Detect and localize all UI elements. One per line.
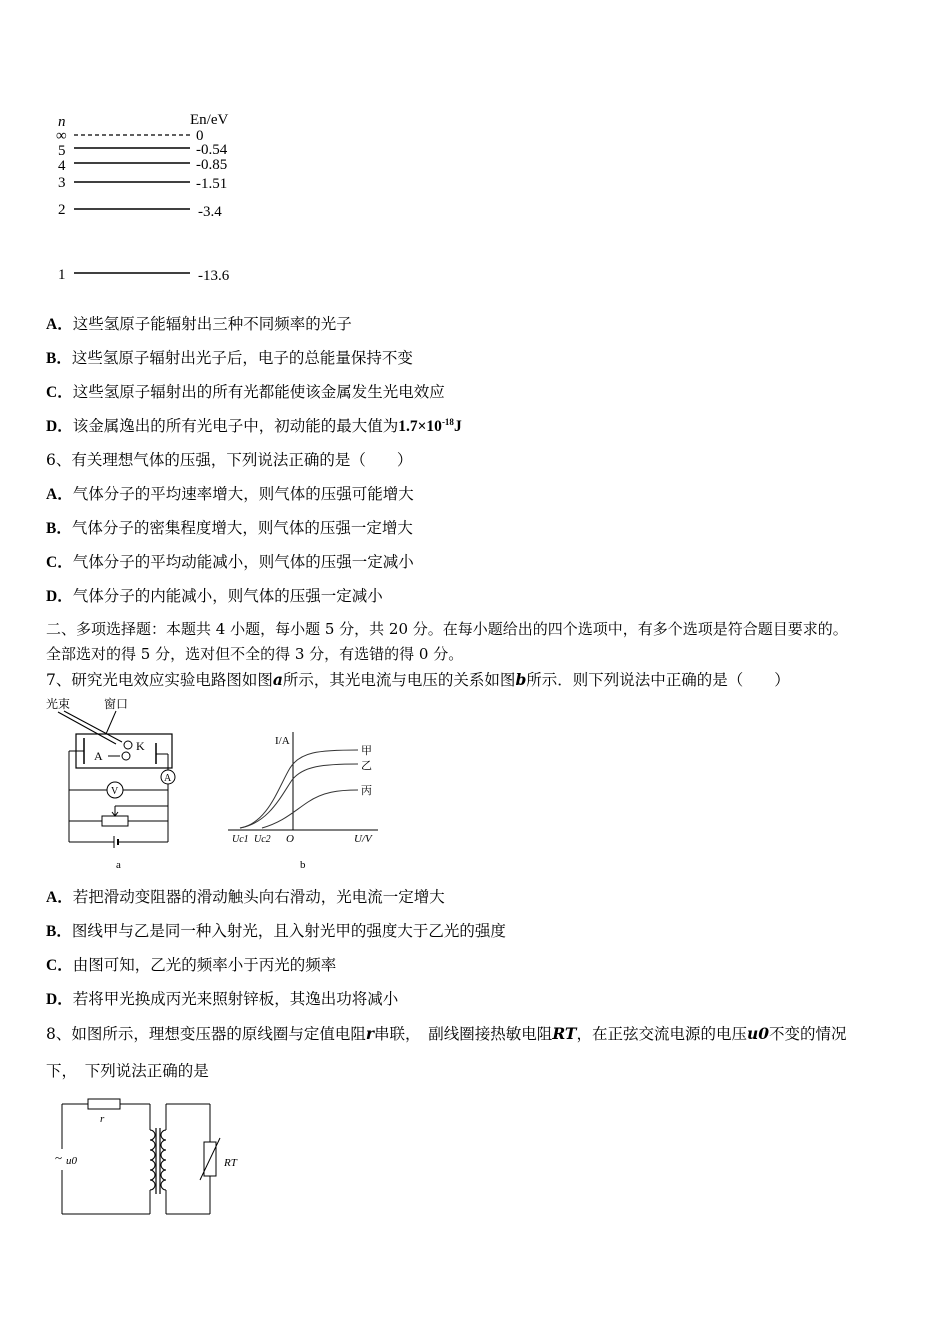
level-n: 5 [58,143,66,159]
option-text: 气体分子的平均动能减小，则气体的压强一定减小 [72,553,414,571]
resistor-r-label: r [100,1113,105,1125]
voltmeter-label: V [111,786,119,797]
stem-text: 7、研究光电效应实验电路图如图 [46,671,273,689]
thermistor-symbol: RT [552,1024,577,1043]
stem-text: 8、如图所示，理想变压器的原线圈与定值电阻 [46,1025,366,1043]
stem-text: 所示．则下列说法中正确的是（ ） [526,671,790,689]
option-text: 气体分子的内能减小，则气体的压强一定减小 [72,587,383,605]
transformer-circuit-figure [52,1094,252,1224]
stem-text: 串联， 副线圈接热敏电阻 [374,1025,553,1043]
resistor-r [88,1099,120,1109]
option-letter: A． [46,316,73,333]
option-text: 由图可知，乙光的频率小于丙光的频率 [72,956,337,974]
level-energy: -0.54 [196,142,228,158]
energy-axis-label: En/eV [190,112,229,128]
option-text: 这些氢原子辐射出光子后，电子的总能量保持不变 [71,349,413,367]
window-label: 窗口 [104,697,129,711]
level-n: 4 [58,158,66,174]
q6-option-c [46,550,414,572]
q6-stem: 6、有关理想气体的压强，下列说法正确的是（ ） [46,451,413,469]
section2-heading-line2: 全部选对的得 5 分，选对但不全的得 3 分，有选错的得 0 分。 [46,645,464,663]
uc1-label: Uc1 [232,834,249,845]
level-energy: -13.6 [198,268,230,284]
curve-bing [262,790,358,828]
photoelectric-circuit-figure [44,694,194,874]
curve-jia [240,750,358,828]
option-letter: A． [46,889,73,906]
level-4 [58,157,227,174]
thermistor-label: RT [224,1157,237,1169]
curve-yi [240,764,358,828]
x-axis-label: U/V [354,833,372,845]
figure-ref-b: b [515,670,527,689]
option-text: 气体分子的平均速率增大，则气体的压强可能增大 [72,485,414,503]
origin-label: O [286,833,294,845]
option-letter: B． [46,350,72,367]
level-energy: 0 [196,128,204,144]
uc2-label: Uc2 [254,834,271,845]
light-beam-label: 光束 [46,697,71,711]
voltage-u0-symbol: u0 [746,1024,770,1043]
level-n: ∞ [56,128,67,144]
option-letter: C． [46,384,73,401]
q6-option-b [46,516,413,538]
level-energy: -3.4 [198,204,222,220]
cathode-label: K [136,739,145,753]
q6-option-a [46,482,414,504]
curve-jia-label: 甲 [361,745,372,757]
secondary-coil [161,1130,166,1190]
option-letter: C． [46,957,73,974]
option-text: 若把滑动变阻器的滑动触头向右滑动，光电流一定增大 [72,888,445,906]
level-2 [58,202,222,220]
rheostat [102,816,128,826]
q5-option-a [46,312,352,334]
level-3 [58,175,227,192]
curve-yi-label: 乙 [361,760,372,772]
q7-option-a [46,885,445,907]
ammeter-label: A [164,773,172,784]
option-letter: C． [46,554,73,571]
anode-label: A [94,749,103,763]
option-text: 图线甲与乙是同一种入射光，且入射光甲的强度大于乙光的强度 [71,922,506,940]
q6-option-d [46,584,383,606]
q5-option-d [46,414,462,436]
level-n: 1 [58,267,66,283]
figure-ref-a: a [272,670,283,689]
stem-text: 不变的情况 [769,1025,847,1043]
current-voltage-graph [228,728,388,873]
energy-level-diagram [50,108,260,293]
max-energy-value: 1.7×10 [398,418,442,435]
stem-text: 所示，其光电流与电压的关系如图 [282,671,516,689]
n-axis-label: n [58,114,66,130]
level-n: 3 [58,175,66,191]
option-letter: D． [46,991,73,1008]
exponent: -18 [441,416,454,427]
option-letter: B． [46,923,72,940]
level-infinity [56,128,204,144]
figure-b-caption: b [300,859,306,871]
q5-option-c [46,380,445,402]
ac-source-symbol: ~ [55,1150,63,1165]
option-text: 若将甲光换成丙光来照射锌板，其逸出功将减小 [72,990,399,1008]
q7-option-c [46,953,336,975]
option-text: 这些氢原子辐射出的所有光都能使该金属发生光电效应 [72,383,445,401]
level-1 [58,267,230,284]
unit: J [453,418,462,435]
option-text: 该金属逸出的所有光电子中，初动能的最大值为 [72,417,399,435]
option-text: 气体分子的密集程度增大，则气体的压强一定增大 [71,519,413,537]
figure-a-caption: a [116,859,121,871]
level-n: 2 [58,202,66,218]
option-letter: D． [46,588,73,605]
option-letter: D． [46,418,73,435]
resistor-r-symbol: r [365,1024,375,1043]
q8-stem-line1 [46,1022,847,1044]
q8-stem-line2: 下， 下列说法正确的是 [46,1062,209,1080]
option-text: 这些氢原子能辐射出三种不同频率的光子 [72,315,352,333]
q7-option-d [46,987,398,1009]
stem-text: ，在正弦交流电源的电压 [576,1025,747,1043]
level-energy: -0.85 [196,157,228,173]
q5-option-b [46,346,413,368]
source-u0-label: u0 [66,1155,77,1167]
y-axis-label: I/A [275,735,290,747]
level-energy: -1.51 [196,176,228,192]
q7-option-b [46,919,506,941]
section2-heading-line1: 二、多项选择题：本题共 4 小题，每小题 5 分，共 20 分。在每小题给出的四个选项中，有多个选项是符合题目要求的。 [46,620,848,638]
option-letter: B． [46,520,72,537]
curve-bing-label: 丙 [361,785,372,797]
phototube [76,734,172,768]
primary-coil [150,1130,155,1190]
q7-stem [46,668,790,690]
option-letter: A． [46,486,73,503]
